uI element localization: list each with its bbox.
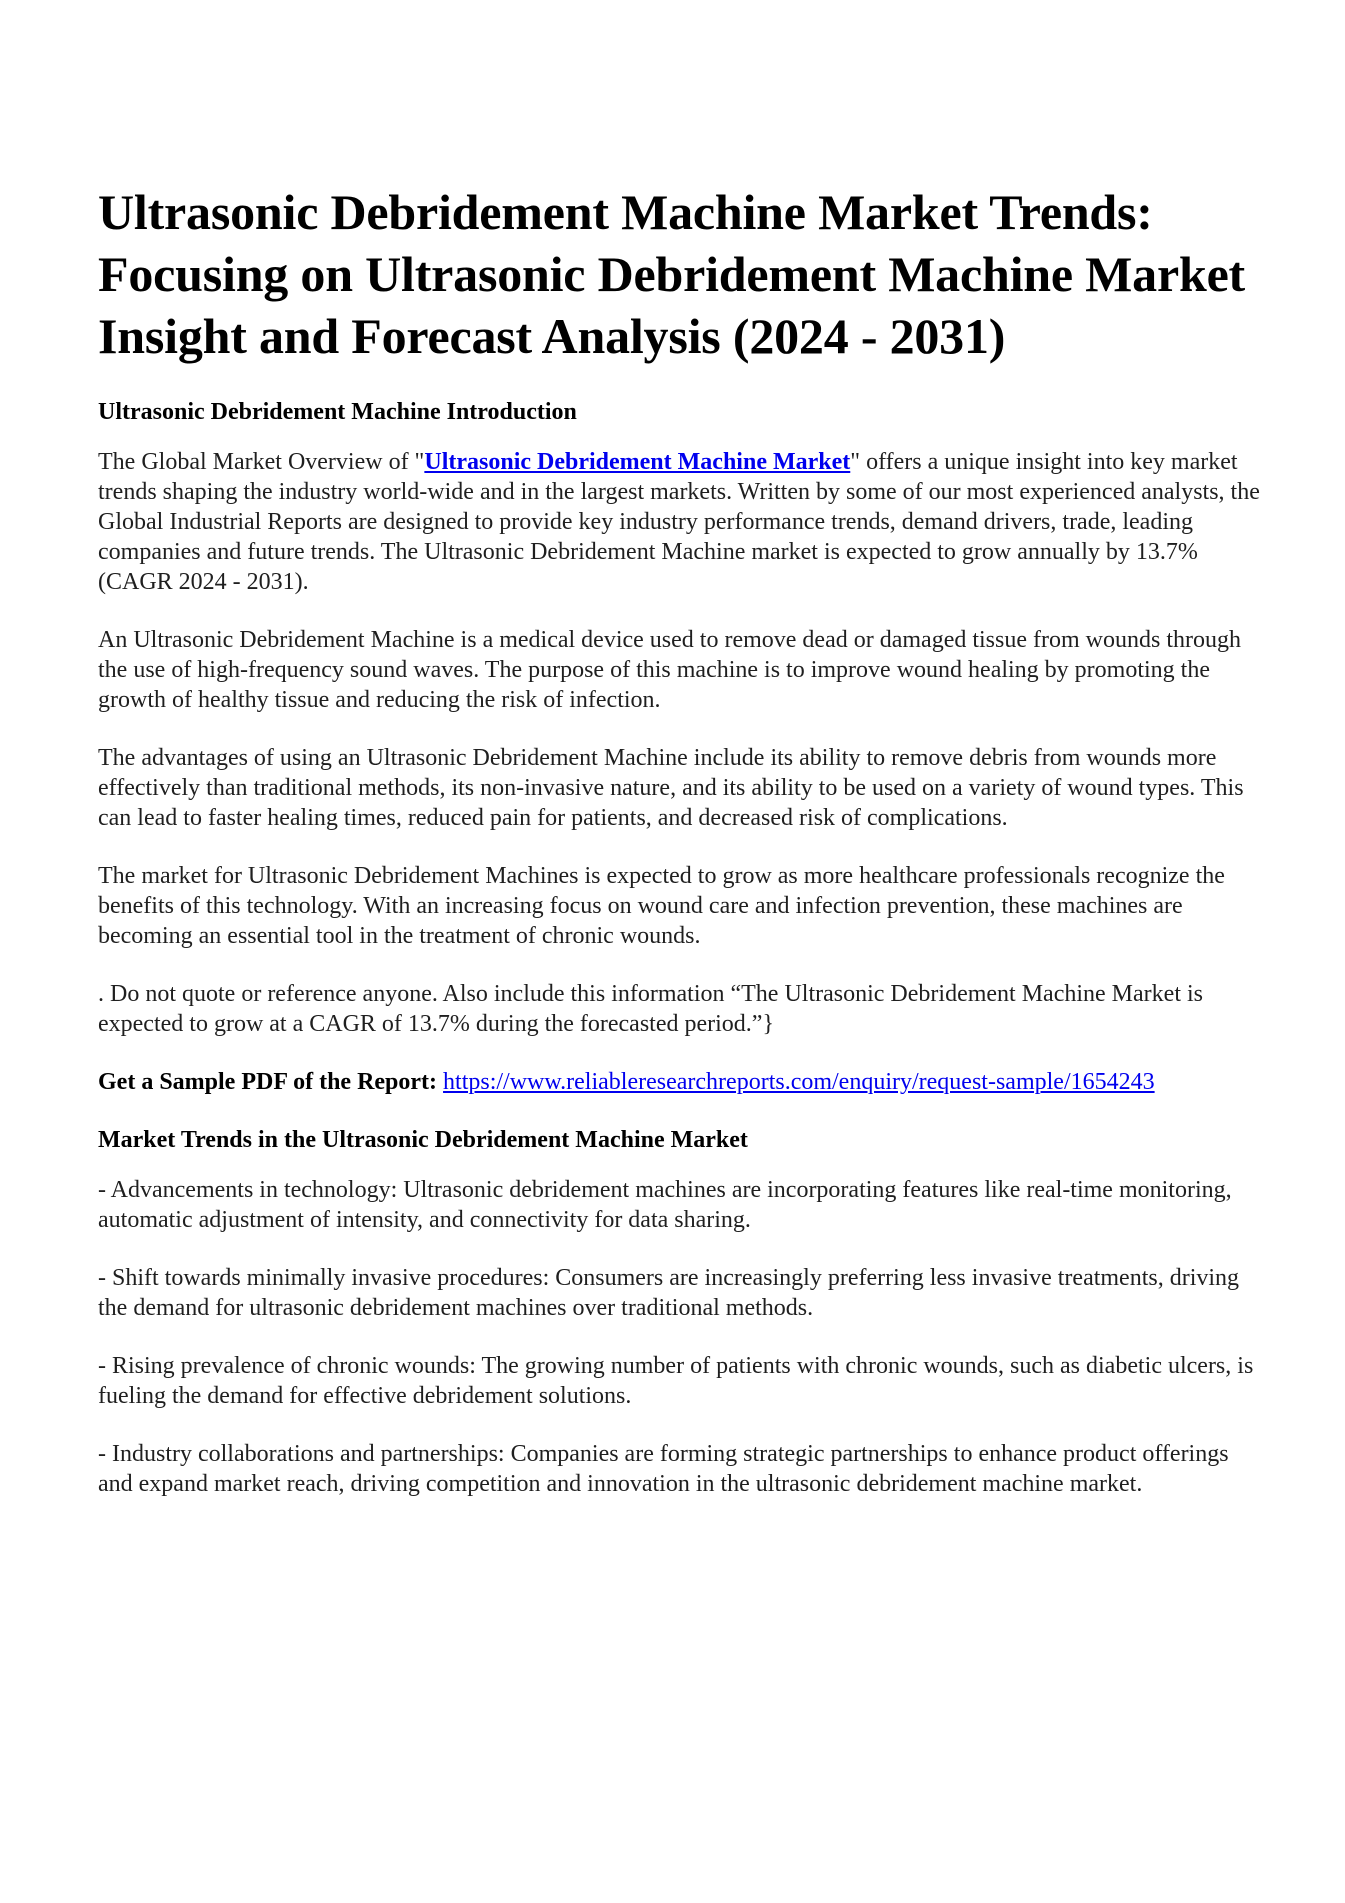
trend-item: - Advancements in technology: Ultrasonic debridement machines are incorporating features like real-time monitoring, automatic adjustment of intensity, and connectivity for data sharing. bbox=[98, 1177, 1232, 1233]
sample-pdf-label: Get a Sample PDF of the Report: bbox=[98, 1069, 438, 1095]
intro-paragraph-5: . Do not quote or reference anyone. Also include this information “The Ultrasonic Debridement Machine Market is expected to grow at a CAGR of 13.7% during the forecasted period.”} bbox=[98, 981, 1203, 1037]
document-page bbox=[98, 181, 1268, 1527]
intro-paragraph-3: The advantages of using an Ultrasonic Debridement Machine include its ability to remove debris from wounds more effectively than traditional methods, its non-invasive nature, and its ability to be used on a variety of wound types. This can lead to faster healing times, reduced pain for patients, and decreased risk of complications. bbox=[98, 745, 1244, 831]
intro-heading: Ultrasonic Debridement Machine Introduction bbox=[98, 399, 577, 425]
sample-pdf-link[interactable]: https://www.reliableresearchreports.com/enquiry/request-sample/1654243 bbox=[443, 1069, 1155, 1095]
page-title: Ultrasonic Debridement Machine Market Trends: Focusing on Ultrasonic Debridement Machine Market Insight and Forecast Analysis (2024 - 2031) bbox=[98, 184, 1246, 364]
intro-paragraph-4: The market for Ultrasonic Debridement Machines is expected to grow as more healthcare professionals recognize the benefits of this technology. With an increasing focus on wound care and infection prevention, these machines are becoming an essential tool in the treatment of chronic wounds. bbox=[98, 863, 1225, 949]
trend-item: - Shift towards minimally invasive procedures: Consumers are increasingly preferring less invasive treatments, driving the demand for ultrasonic debridement machines over traditional methods. bbox=[98, 1265, 1240, 1321]
intro-p1-suffix: " offers a unique insight into key market trends shaping the industry world-wide and in the largest markets. Written by some of our most experienced analysts, the Global Industrial Reports are designed to provide key industry performance trends, demand drivers, trade, leading companies and future trends. The Ultrasonic Debridement Machine market is expected to grow annually by 13.7% (CAGR 2024 - 2031). bbox=[98, 449, 1260, 595]
intro-paragraph-2: An Ultrasonic Debridement Machine is a medical device used to remove dead or damaged tissue from wounds through the use of high-frequency sound waves. The purpose of this machine is to improve wound healing by promoting the growth of healthy tissue and reducing the risk of infection. bbox=[98, 627, 1241, 713]
market-report-link[interactable]: Ultrasonic Debridement Machine Market bbox=[424, 449, 851, 475]
trends-heading: Market Trends in the Ultrasonic Debridement Machine Market bbox=[98, 1127, 748, 1153]
intro-paragraph-1 bbox=[98, 447, 1268, 597]
trend-item: - Rising prevalence of chronic wounds: The growing number of patients with chronic wounds, such as diabetic ulcers, is fueling the demand for effective debridement solutions. bbox=[98, 1353, 1254, 1409]
intro-p1-prefix: The Global Market Overview of " bbox=[98, 449, 425, 475]
sample-pdf-line bbox=[98, 1067, 1268, 1097]
trend-item: - Industry collaborations and partnerships: Companies are forming strategic partnerships to enhance product offerings and expand market reach, driving competition and innovation in the ultrasonic debridement machine market. bbox=[98, 1441, 1229, 1497]
